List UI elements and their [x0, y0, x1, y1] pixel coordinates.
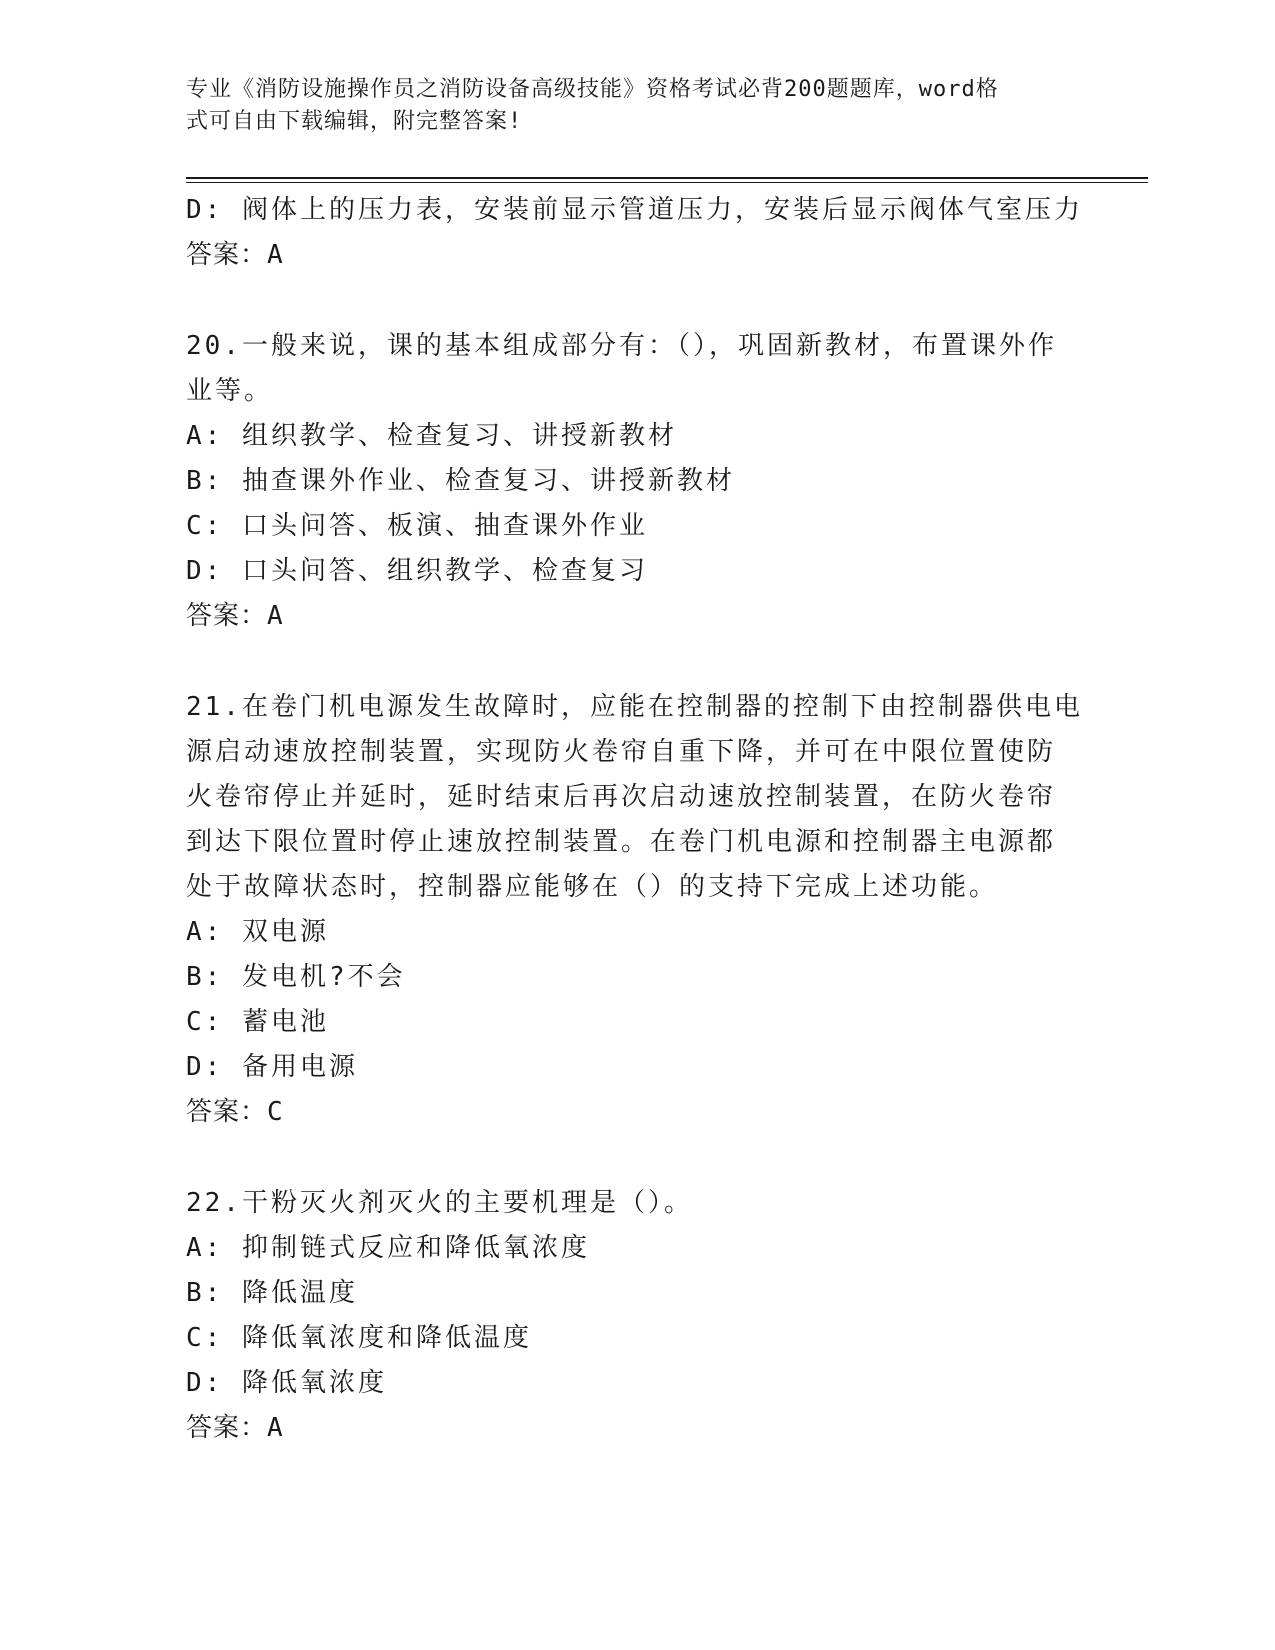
header-title-line-1: 专业《消防设施操作员之消防设备高级技能》资格考试必背200题题库，word格: [186, 77, 999, 102]
question-stem-line: 20.一般来说，课的基本组成部分有：（），巩固新教材，布置课外作: [186, 331, 1057, 361]
option-a: A: 双电源: [186, 917, 329, 947]
option-b: B: 抽查课外作业、检查复习、讲授新教材: [186, 466, 735, 496]
option-b: B: 降低温度: [186, 1278, 358, 1308]
option-d: D: 备用电源: [186, 1052, 358, 1082]
option-c: C: 口头问答、板演、抽查课外作业: [186, 511, 648, 541]
question-stem-line: 业等。: [186, 376, 274, 406]
document-header: [186, 74, 1066, 138]
header-rule-thin: [186, 182, 1148, 183]
option-d: D: 降低氧浓度: [186, 1368, 387, 1398]
answer-line: 答案：A: [186, 1413, 284, 1443]
option-c: C: 降低氧浓度和降低温度: [186, 1323, 532, 1353]
header-title-line-2: 式可自由下载编辑，附完整答案!: [186, 109, 523, 134]
spacer: [186, 639, 1066, 685]
question-20: [186, 324, 1066, 639]
question-22: [186, 1181, 1066, 1451]
header-rule-thick: [186, 177, 1148, 179]
option-d: D: 阀体上的压力表，安装前显示管道压力，安装后显示阀体气室压力: [186, 195, 1083, 225]
question-stem-line: 22.干粉灭火剂灭火的主要机理是（）。: [186, 1188, 693, 1218]
question-stem-line: 源启动速放控制装置，实现防火卷帘自重下降，并可在中限位置使防: [186, 737, 1057, 767]
answer-line: 答案：A: [186, 240, 284, 270]
spacer: [186, 1135, 1066, 1181]
question-stem-line: 到达下限位置时停止速放控制装置。在卷门机电源和控制器主电源都: [186, 827, 1057, 857]
option-a: A: 抑制链式反应和降低氧浓度: [186, 1233, 590, 1263]
prev-question-tail: [186, 188, 1083, 278]
option-b: B: 发电机?不会: [186, 962, 406, 992]
option-c: C: 蓄电池: [186, 1007, 329, 1037]
question-stem-line: 21.在卷门机电源发生故障时，应能在控制器的控制下由控制器供电电: [186, 692, 1083, 722]
spacer: [186, 278, 1066, 324]
answer-line: 答案：A: [186, 601, 284, 631]
question-21: [186, 685, 1083, 1135]
option-d: D: 口头问答、组织教学、检查复习: [186, 556, 648, 586]
question-stem-line: 处于故障状态时，控制器应能够在（）的支持下完成上述功能。: [186, 872, 999, 902]
option-a: A: 组织教学、检查复习、讲授新教材: [186, 421, 677, 451]
answer-line: 答案：C: [186, 1097, 284, 1127]
question-stem-line: 火卷帘停止并延时，延时结束后再次启动速放控制装置，在防火卷帘: [186, 782, 1057, 812]
question-list: [186, 188, 1083, 1451]
